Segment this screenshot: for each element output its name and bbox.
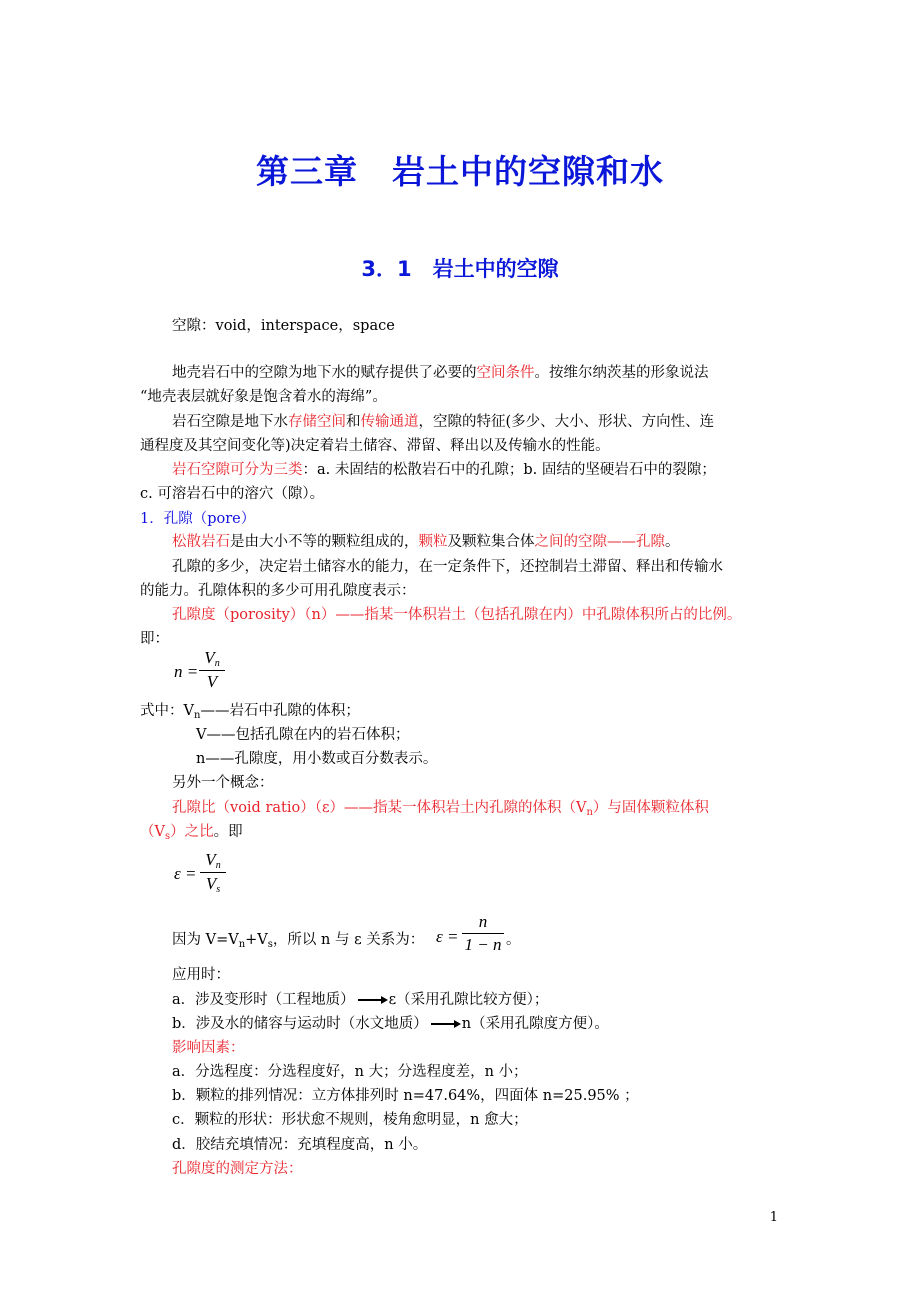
- apply-a-post: ε（采用孔隙比较方便）；: [388, 992, 549, 1008]
- formula-3-fraction: [462, 912, 504, 955]
- paragraph-4: [172, 530, 680, 551]
- fraction-bar: [462, 933, 504, 934]
- factors-title: 影响因素：: [172, 1040, 245, 1056]
- pore-subheading: 1．孔隙（pore）: [140, 511, 256, 527]
- paragraph-2-line-1: [172, 410, 714, 431]
- paragraph-3-line-1: [172, 458, 716, 479]
- factor-item: c．颗粒的形状：形状愈不规则，棱角愈明显，n 愈大；: [172, 1112, 528, 1128]
- where-vn: [140, 699, 360, 721]
- paragraph-2-line-2: 通程度及其空间变化等)决定着岩土储容、滞留、释出以及传输水的性能。: [140, 438, 610, 454]
- formula-2-numerator: $V_n$: [205, 850, 221, 871]
- paragraph-3-line-2: c. 可溶岩石中的溶穴（隙）。: [140, 486, 325, 502]
- p4-highlight-pore: 之间的空隙——孔隙: [534, 534, 665, 550]
- apply-item-a: [172, 988, 548, 1009]
- where-n: n——孔隙度，用小数或百分数表示。: [196, 751, 438, 767]
- formula-3-lhs: ε =: [436, 927, 459, 946]
- p4-text-mid: 及颗粒集合体: [447, 534, 535, 550]
- relation-sub-s: s: [267, 939, 273, 950]
- porosity-definition: 孔隙度（porosity）（n）——指某一体积岩土（包括孔隙在内）中孔隙体积所占的比例。: [172, 607, 742, 623]
- formula-1-denominator: V: [206, 672, 218, 691]
- p4-text-end: 。: [665, 534, 680, 550]
- arrow-right-icon: [431, 1023, 459, 1025]
- factor-item: a．分选程度：分选程度好，n 大；分选程度差，n 小；: [172, 1064, 528, 1080]
- p7-sub-s: s: [164, 831, 171, 842]
- formula-2-lhs: ε =: [174, 864, 197, 883]
- factor-item: b．颗粒的排列情况：立方体排列时 n=47.64%，四面体 n=25.95% ；: [172, 1088, 639, 1104]
- p4-text: 是由大小不等的颗粒组成的，: [230, 534, 419, 550]
- p4-highlight-loose: 松散岩石: [172, 534, 230, 550]
- where-vn-label: 式中：V: [140, 703, 194, 719]
- relation-text: [172, 928, 424, 950]
- relation-end: 。: [506, 932, 521, 948]
- chapter-title: 第三章 岩土中的空隙和水: [256, 152, 664, 191]
- p7-text-a: 孔隙比（void ratio）（ε）——指某一体积岩土内孔隙的体积（V: [172, 800, 587, 816]
- p2-highlight-storage: 存储空间: [288, 414, 346, 430]
- p7-text-c: （V: [140, 824, 165, 840]
- void-ratio-definition-line-2: [140, 820, 243, 842]
- where-vn-sub: n: [193, 710, 201, 721]
- p2-text: 岩石空隙是地下水: [172, 414, 288, 430]
- p7-sub-n: n: [586, 807, 593, 818]
- p1-highlight: 空间条件: [476, 365, 535, 381]
- p1-text-end: 。按维尔纳茨基的形象说法: [534, 365, 709, 381]
- p2-text-end: ，空隙的特征(多少、大小、形状、方向性、连: [418, 414, 715, 430]
- p7-text-d: ）之比: [170, 824, 214, 840]
- formula-1-fraction: [199, 648, 225, 692]
- fraction-bar: [200, 872, 226, 873]
- relation-a: 因为 V=V: [172, 932, 239, 948]
- apply-b-pre: b．涉及水的储容与运动时（水文地质）: [172, 1016, 428, 1032]
- formula-1-lhs: n =: [174, 662, 199, 681]
- apply-b-post: n（采用孔隙度方便）。: [461, 1016, 609, 1032]
- relation-sub-n: n: [238, 939, 246, 950]
- paragraph-1-line-1: [172, 361, 709, 382]
- void-terms: 空隙：void，interspace，space: [172, 318, 395, 334]
- p3-text: ：a. 未固结的松散岩石中的孔隙；b. 固结的坚硬岩石中的裂隙；: [302, 462, 716, 478]
- section-title: 3．1 岩土中的空隙: [361, 257, 559, 281]
- method-title: 孔隙度的测定方法：: [172, 1161, 303, 1177]
- paragraph-5-line-2: 的能力。孔隙体积的多少可用孔隙度表示：: [140, 583, 416, 599]
- paragraph-1-line-2: “地壳表层就好象是饱含着水的海绵”。: [140, 389, 387, 405]
- apply-title: 应用时：: [172, 967, 230, 983]
- formula-3-numerator: n: [478, 912, 488, 931]
- p2-text-and: 和: [346, 414, 361, 430]
- paragraph-5-line-1: 孔隙的多少，决定岩土储容水的能力，在一定条件下，还控制岩土滞留、释出和传输水: [172, 559, 723, 575]
- factor-item: d．胶结充填情况：充填程度高，n 小。: [172, 1137, 428, 1153]
- formula-2-denominator: $V_s$: [205, 874, 221, 895]
- arrow-right-icon: [358, 999, 386, 1001]
- formula-1-numerator: $V_n$: [204, 648, 220, 669]
- apply-item-b: [172, 1012, 609, 1033]
- formula-3-denominator: 1 − n: [464, 935, 502, 954]
- porosity-ie: 即：: [140, 631, 169, 647]
- relation-mid: +V: [245, 932, 268, 948]
- fraction-bar: [199, 670, 225, 671]
- apply-a-pre: a．涉及变形时（工程地质）: [172, 992, 355, 1008]
- void-ratio-definition-line-1: [172, 796, 709, 818]
- another-concept: 另外一个概念：: [172, 775, 274, 791]
- where-vn-text: ——岩石中孔隙的体积；: [200, 703, 360, 719]
- page-number: 1: [769, 1210, 778, 1225]
- p4-highlight-grain: 颗粒: [418, 534, 448, 550]
- p2-highlight-channel: 传输通道: [360, 414, 419, 430]
- p1-text: 地壳岩石中的空隙为地下水的赋存提供了必要的: [172, 365, 477, 381]
- formula-2-fraction: [200, 850, 226, 895]
- p7-text-b: ）与固体颗粒体积: [592, 800, 709, 816]
- p7-text-e: 。即: [213, 824, 243, 840]
- relation-b: ，所以 n 与 ε 关系为：: [272, 932, 425, 948]
- where-v: V——包括孔隙在内的岩石体积；: [196, 727, 410, 743]
- p3-highlight: 岩石空隙可分为三类: [172, 462, 303, 478]
